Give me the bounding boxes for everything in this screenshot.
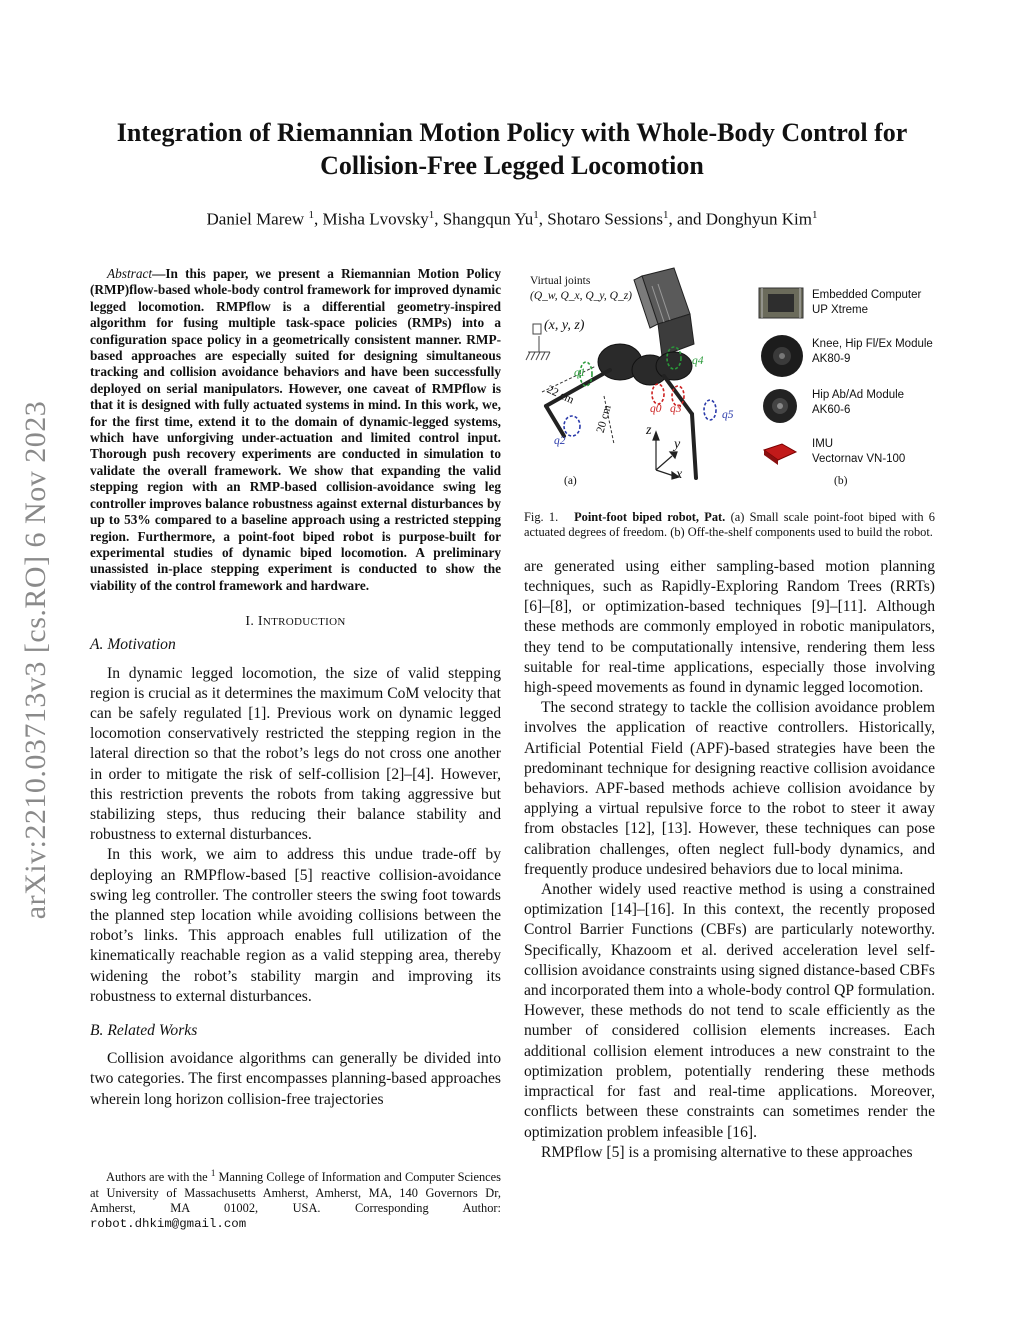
robot-leg-icon <box>546 370 696 478</box>
affiliation-mark: 1 <box>812 209 818 221</box>
caption-title: Point-foot biped robot, Pat. <box>574 510 726 524</box>
caption-number: Fig. 1. <box>524 510 559 524</box>
figure-1 <box>524 266 935 496</box>
virtual-joints-label: Virtual joints <box>530 275 591 287</box>
paragraph: RMPflow [5] is a promising alternative to these approaches <box>541 1143 913 1161</box>
length-label-20cm: 20 cm <box>594 403 614 435</box>
author-list <box>80 209 944 230</box>
knee-motor-icon <box>758 332 808 382</box>
paragraph: Collision avoidance algorithms can generally be divided into two categories. The first encompasses planning-based approaches wherein long horizon collision-free trajectories <box>90 1050 501 1108</box>
paragraph: In dynamic legged locomotion, the size of valid stepping region is crucial as it determines the maximum CoM velocity that can be safely regulated [1]. Previous work on dynamic legged locomotion conservatively restricted the stepping region in the lateral direction so that the robot’s legs do not cross one another in order to mitigate the risk of self-collision [2]–[4]. However, this restriction prevents the robots from taking aggressive but stabilizing steps, thus reducing their balance stability and robustness to external disturbances. <box>90 664 501 844</box>
author-name: , Shotaro Sessions <box>538 209 663 229</box>
paragraph: Another widely used reactive method is using a constrained optimization [14]–[16]. In this context, the recently proposed Control Barrier Functions (CBFs) are particularly noteworthy. Specifically, Khazoom et al. derived acceleration level self-collision avoidance constraints using signed distance-based CBFs and incorporated them into a whole-body control QP formulation. However, these methods do not tend to scale efficiently as the number of considered collision elements increases. Each additional collision element introduces a new constraint to the optimization problem, potentially rendering these methods impractical for fast and real-time applications. Moreover, conflicts between these constraints can sometimes render the optimization problem infeasible [16]. <box>524 881 935 1141</box>
affiliation-mark: 1 <box>662 209 669 221</box>
joint-label-q3: q3 <box>670 403 682 415</box>
component-name: Hip Ab/Ad Module <box>812 389 905 401</box>
component-item <box>812 388 904 417</box>
robot-body-icon <box>634 268 694 356</box>
author-name: , and Donghyun Kim <box>668 209 812 229</box>
footnote-text: Manning College of Information and Computer Sciences at University of Massachusetts Amherst, Amherst, MA, 140 Governors Dr, Amherst, MA 01002, USA. Corresponding Author: <box>90 1170 502 1215</box>
author-name: , Misha Lvovsky <box>313 209 429 229</box>
joint-label-q0: q0 <box>650 403 662 415</box>
affiliation-mark: 1 <box>308 209 314 221</box>
footnote <box>90 1166 501 1233</box>
footnote-text: Authors are with the <box>106 1170 211 1185</box>
joint-label-q2: q2 <box>554 435 566 447</box>
component-model: UP Xtreme <box>812 303 869 316</box>
component-name: Knee, Hip Fl/Ex Module <box>812 338 933 350</box>
figure-caption <box>524 510 935 541</box>
component-model: AK60-6 <box>812 403 851 416</box>
author-name: Daniel Marew <box>206 209 309 229</box>
abstract-text: In this paper, we present a Riemannian Motion Policy (RMP)flow-based whole-body control framework for improved dynamic legged locomotion. RMPflow is a differential geometry-inspired algorithm for fusing multiple task-space policies (RMPs) into a configuration space policy in a geometrically consistent manner. RMP-based approaches are especially suited for designing simultaneous tracking and collision avoidance behaviors and have been successfully deployed on serial manipulators. However, one caveat of RMPflow is that it is designed with fully actuated systems in mind. In this work, we, for the first time, extend it to the domain of dynamic-legged systems, which have unforgiving under-actuation and limited control input. Thorough push recovery experiments are conducted in simulation to validate the overall framework. We show that expanding the valid stepping region with an RMP-based collision-avoidance swing leg controller improves balance robustness against external disturbances by up to 53% compared to a baseline approach using a restricted stepping region. Furthermore, a point-foot biped robot is purpose-built for experimental studies of dynamic biped locomotion. A preliminary unassisted in-place stepping experiment is conducted to show the viability of the control framework and hardware. <box>90 266 501 593</box>
axis-label-x: x <box>676 467 683 482</box>
imu-icon <box>760 438 800 468</box>
section-heading-introduction <box>90 612 501 632</box>
section-number: I. <box>245 614 258 630</box>
abstract-label: Abstract <box>107 266 153 281</box>
paper-title: Integration of Riemannian Motion Policy with Whole-Body Control for Collision-Free Legged Locomotion <box>116 118 908 180</box>
author-name: , Shangqun Yu <box>434 209 534 229</box>
position-label: (x, y, z) <box>544 318 585 333</box>
paragraph: The second strategy to tackle the collision avoidance problem involves the application of reactive controllers. Historically, Artificial Potential Field (APF)-based strategies have been the predominant technique for designing reactive collision avoidance behaviors. APF-based methods achieve collision avoidance by applying a virtual repulsive force to the robot to steer it away from obstacles [12], [13]. However, these techniques can pose calibration challenges, often neglect full-body dynamics, and frequently produce undesired behaviors due to local minima. <box>524 699 935 878</box>
arxiv-identifier <box>6 360 66 960</box>
quaternion-label: (Q_w, Q_x, Q_y, Q_z) <box>530 290 632 302</box>
component-item <box>812 437 905 466</box>
abstract-dash: — <box>152 266 166 281</box>
component-model: AK80-9 <box>812 352 851 365</box>
joint-label-q4: q4 <box>692 355 704 367</box>
footnote-mark: 1 <box>210 1168 216 1178</box>
joint-label-q5: q5 <box>722 409 734 421</box>
component-name: IMU <box>812 438 834 450</box>
subfigure-label-b: (b) <box>834 475 848 487</box>
component-name: Embedded Computer <box>812 289 922 301</box>
subfigure-label-a: (a) <box>564 475 577 487</box>
paragraph: are generated using either sampling-based motion planning techniques, such as Rapidly-Exploring Random Trees (RRTs) [6]–[8], or optimization-based techniques [9]–[11]. Although these methods are commonly employed in robotic manipulators, they tend to be computationally intensive, rendering them less suitable for real-time applications, especially those involving high-speed movements as found in dynamic legged locomotion. <box>524 557 935 697</box>
embedded-computer-icon <box>756 280 806 324</box>
hip-abad-motor-icon <box>760 386 804 430</box>
axis-label-z: z <box>646 423 652 438</box>
arxiv-id-text: arXiv:2210.03713v3 [cs.RO] 6 Nov 2023 <box>19 400 52 920</box>
length-label-22cm: 22 cm <box>544 383 576 407</box>
component-item <box>812 288 921 317</box>
subsection-related-works: B. Related Works <box>90 1021 198 1039</box>
section-title-rest: NTRODUCTION <box>262 616 346 629</box>
affiliation-mark: 1 <box>533 209 539 221</box>
email-link[interactable]: robot.dhkim@gmail.com <box>90 1217 247 1232</box>
component-item <box>812 337 933 366</box>
caption-text: (a) Small scale point-foot biped with 6 actuated degrees of freedom. (b) Off-the-shelf components used to build the robot. <box>524 510 936 540</box>
section-initial: I <box>257 614 263 630</box>
axis-label-y: y <box>674 437 681 452</box>
paragraph: In this work, we aim to address this undue trade-off by deploying an RMPflow-based [5] reactive collision-avoidance swing leg controller. The controller steers the swing foot towards the planned step location while avoiding collisions between the robot’s links. This approach enables full utilization of the kinematically reachable region as a valid stepping area, thereby widening the robot’s stability margin and improving its robustness to external disturbances. <box>90 846 501 1005</box>
right-column <box>524 266 935 1163</box>
left-column <box>90 266 501 1110</box>
subsection-motivation: A. Motivation <box>90 636 176 654</box>
component-model: Vectornav VN-100 <box>812 452 906 465</box>
abstract <box>90 266 501 594</box>
affiliation-mark: 1 <box>428 209 435 221</box>
joint-label-q1: q1 <box>574 367 586 379</box>
